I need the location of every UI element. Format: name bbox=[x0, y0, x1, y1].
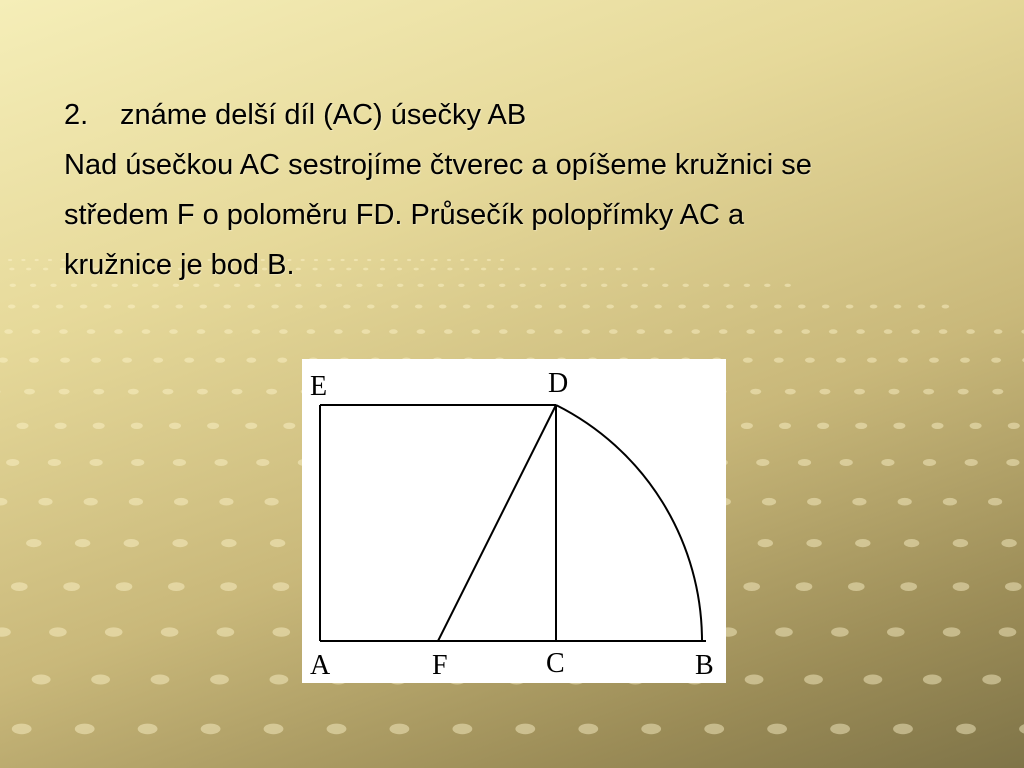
background-dot bbox=[173, 459, 186, 466]
background-dot bbox=[391, 305, 399, 309]
background-dot bbox=[796, 582, 813, 591]
background-dot bbox=[745, 675, 764, 685]
background-dot bbox=[775, 627, 793, 636]
background-dot bbox=[24, 389, 35, 395]
background-dot bbox=[201, 724, 221, 735]
background-dot bbox=[91, 675, 110, 685]
background-dot bbox=[415, 305, 423, 309]
background-dot bbox=[220, 582, 237, 591]
background-dot bbox=[131, 459, 144, 466]
label-d: D bbox=[548, 368, 569, 399]
background-dot bbox=[84, 498, 98, 506]
background-dot bbox=[224, 329, 233, 334]
background-dot bbox=[38, 498, 52, 506]
background-dot bbox=[26, 268, 31, 271]
background-dot bbox=[743, 358, 753, 363]
background-dot bbox=[10, 284, 16, 287]
background-dot bbox=[128, 389, 139, 395]
background-dot bbox=[223, 305, 231, 309]
background-dot bbox=[63, 582, 80, 591]
background-dot bbox=[270, 675, 289, 685]
background-dot bbox=[256, 459, 269, 466]
background-dot bbox=[93, 423, 105, 429]
background-dot bbox=[32, 675, 51, 685]
background-dot bbox=[960, 358, 970, 363]
background-dot bbox=[215, 459, 228, 466]
background-dot bbox=[830, 724, 850, 735]
background-dot bbox=[487, 305, 495, 309]
background-dot bbox=[855, 539, 870, 547]
background-dot bbox=[929, 358, 939, 363]
background-dot bbox=[836, 358, 846, 363]
background-dot bbox=[852, 498, 866, 506]
background-dot bbox=[105, 627, 123, 636]
background-dot bbox=[774, 358, 784, 363]
background-dot bbox=[327, 724, 347, 735]
background-dot bbox=[93, 389, 104, 395]
background-dot bbox=[559, 305, 567, 309]
background-dot bbox=[894, 305, 902, 309]
background-dot bbox=[1008, 423, 1020, 429]
background-dot bbox=[988, 498, 1002, 506]
background-dot bbox=[114, 329, 123, 334]
background-dot bbox=[630, 305, 638, 309]
background-dot bbox=[756, 459, 769, 466]
background-dot bbox=[641, 724, 661, 735]
background-dot bbox=[264, 724, 284, 735]
background-dot bbox=[245, 423, 257, 429]
background-dot bbox=[817, 423, 829, 429]
background-dot bbox=[35, 259, 39, 261]
background-dot bbox=[59, 389, 70, 395]
background-dot bbox=[702, 305, 710, 309]
background-dot bbox=[904, 539, 919, 547]
background-dot bbox=[805, 358, 815, 363]
background-dot bbox=[535, 305, 543, 309]
background-dot bbox=[840, 459, 853, 466]
background-dot bbox=[75, 539, 90, 547]
background-dot bbox=[854, 389, 865, 395]
background-dot bbox=[453, 724, 473, 735]
background-dot bbox=[0, 389, 1, 395]
background-dot bbox=[463, 305, 471, 309]
background-dot bbox=[162, 389, 173, 395]
background-dot bbox=[59, 329, 68, 334]
background-dot bbox=[32, 329, 41, 334]
background-dot bbox=[664, 329, 673, 334]
background-dot bbox=[12, 724, 32, 735]
background-dot bbox=[554, 329, 563, 334]
background-dot bbox=[30, 284, 36, 287]
background-dot bbox=[362, 329, 371, 334]
text-line-4: kružnice je bod B. bbox=[64, 249, 295, 281]
background-dot bbox=[746, 329, 755, 334]
background-dot bbox=[884, 329, 893, 334]
background-dot bbox=[887, 627, 905, 636]
background-dot bbox=[994, 329, 1003, 334]
background-dot bbox=[168, 582, 185, 591]
background-dot bbox=[743, 582, 760, 591]
background-dot bbox=[0, 627, 11, 636]
background-dot bbox=[169, 423, 181, 429]
background-dot bbox=[200, 305, 208, 309]
background-dot bbox=[152, 305, 160, 309]
background-dot bbox=[0, 358, 8, 363]
background-dot bbox=[277, 358, 287, 363]
arc-db bbox=[556, 405, 702, 641]
background-dot bbox=[965, 459, 978, 466]
background-dot bbox=[215, 358, 225, 363]
background-dot bbox=[122, 358, 132, 363]
background-dot bbox=[273, 627, 291, 636]
background-dot bbox=[142, 329, 151, 334]
background-dot bbox=[609, 329, 618, 334]
background-dot bbox=[87, 329, 96, 334]
background-dot bbox=[49, 627, 67, 636]
background-dot bbox=[939, 329, 948, 334]
list-item-text: známe delší díl (AC) úsečky AB bbox=[120, 99, 527, 131]
background-dot bbox=[527, 329, 536, 334]
background-dot bbox=[750, 305, 758, 309]
background-dot bbox=[232, 389, 243, 395]
background-dot bbox=[270, 539, 285, 547]
background-dot bbox=[439, 305, 447, 309]
background-dot bbox=[153, 358, 163, 363]
background-dot bbox=[829, 329, 838, 334]
background-dot bbox=[116, 582, 133, 591]
background-dot bbox=[472, 329, 481, 334]
background-dot bbox=[678, 305, 686, 309]
background-dot bbox=[856, 329, 865, 334]
background-dot bbox=[893, 724, 913, 735]
background-dot bbox=[390, 724, 410, 735]
background-dot bbox=[801, 329, 810, 334]
background-dot bbox=[210, 675, 229, 685]
list-number: 2. bbox=[64, 99, 89, 131]
background-dot bbox=[578, 724, 598, 735]
background-dot bbox=[966, 329, 975, 334]
background-dot bbox=[774, 329, 783, 334]
background-dot bbox=[942, 305, 950, 309]
background-dot bbox=[197, 329, 206, 334]
background-dot bbox=[953, 582, 970, 591]
background-dot bbox=[367, 305, 375, 309]
background-dot bbox=[80, 305, 88, 309]
background-dot bbox=[55, 423, 67, 429]
background-dot bbox=[283, 423, 295, 429]
background-dot bbox=[750, 389, 761, 395]
segment-fd bbox=[438, 405, 556, 641]
background-dot bbox=[11, 582, 28, 591]
background-dot bbox=[172, 539, 187, 547]
background-dot bbox=[334, 329, 343, 334]
background-dot bbox=[511, 305, 519, 309]
background-dot bbox=[898, 358, 908, 363]
background-dot bbox=[343, 305, 351, 309]
background-dot bbox=[846, 305, 854, 309]
background-dot bbox=[444, 329, 453, 334]
background-dot bbox=[271, 305, 279, 309]
background-dot bbox=[779, 423, 791, 429]
background-dot bbox=[1005, 582, 1022, 591]
background-dot bbox=[8, 259, 12, 261]
background-dot bbox=[389, 329, 398, 334]
background-dot bbox=[247, 305, 255, 309]
label-b: B bbox=[695, 650, 714, 681]
label-c: C bbox=[546, 648, 565, 679]
background-dot bbox=[798, 459, 811, 466]
background-dot bbox=[176, 305, 184, 309]
background-dot bbox=[923, 389, 934, 395]
background-dot bbox=[900, 582, 917, 591]
background-dot bbox=[822, 305, 830, 309]
background-dot bbox=[43, 268, 48, 271]
background-dot bbox=[6, 459, 19, 466]
background-dot bbox=[295, 305, 303, 309]
background-dot bbox=[124, 539, 139, 547]
background-dot bbox=[8, 305, 16, 309]
slide-text bbox=[64, 90, 984, 290]
label-a: A bbox=[310, 650, 331, 681]
background-dot bbox=[279, 329, 288, 334]
background-dot bbox=[982, 675, 1001, 685]
background-dot bbox=[266, 389, 277, 395]
background-dot bbox=[654, 305, 662, 309]
background-dot bbox=[90, 459, 103, 466]
background-dot bbox=[767, 724, 787, 735]
background-dot bbox=[762, 498, 776, 506]
background-dot bbox=[889, 389, 900, 395]
background-dot bbox=[169, 329, 178, 334]
background-dot bbox=[48, 459, 61, 466]
background-dot bbox=[864, 675, 883, 685]
background-dot bbox=[515, 724, 535, 735]
background-dot bbox=[56, 305, 64, 309]
background-dot bbox=[999, 627, 1017, 636]
background-dot bbox=[4, 329, 13, 334]
background-dot bbox=[741, 423, 753, 429]
background-dot bbox=[881, 459, 894, 466]
background-dot bbox=[252, 329, 261, 334]
background-dot bbox=[265, 498, 279, 506]
background-dot bbox=[26, 539, 41, 547]
background-dot bbox=[798, 305, 806, 309]
background-dot bbox=[131, 423, 143, 429]
background-dot bbox=[273, 582, 290, 591]
background-dot bbox=[197, 389, 208, 395]
background-dot bbox=[855, 423, 867, 429]
background-dot bbox=[32, 305, 40, 309]
background-dot bbox=[1001, 539, 1016, 547]
background-dot bbox=[867, 358, 877, 363]
background-dot bbox=[918, 305, 926, 309]
background-dot bbox=[319, 305, 327, 309]
background-dot bbox=[726, 305, 734, 309]
background-dot bbox=[161, 627, 179, 636]
background-dot bbox=[104, 305, 112, 309]
background-dot bbox=[9, 268, 14, 271]
background-dot bbox=[898, 498, 912, 506]
background-dot bbox=[17, 423, 29, 429]
background-dot bbox=[582, 329, 591, 334]
text-line-3: středem F o poloměru FD. Průsečík polopřímky AC a bbox=[64, 199, 745, 231]
background-dot bbox=[758, 539, 773, 547]
label-e: E bbox=[310, 371, 328, 402]
geometry-figure bbox=[302, 359, 726, 683]
background-dot bbox=[307, 329, 316, 334]
background-dot bbox=[848, 582, 865, 591]
background-dot bbox=[174, 498, 188, 506]
background-dot bbox=[606, 305, 614, 309]
background-dot bbox=[1006, 459, 1019, 466]
background-dot bbox=[785, 389, 796, 395]
background-dot bbox=[991, 358, 1001, 363]
background-dot bbox=[893, 423, 905, 429]
background-dot bbox=[807, 498, 821, 506]
background-dot bbox=[499, 329, 508, 334]
background-dot bbox=[992, 389, 1003, 395]
background-dot bbox=[207, 423, 219, 429]
background-dot bbox=[870, 305, 878, 309]
background-dot bbox=[91, 358, 101, 363]
background-dot bbox=[774, 305, 782, 309]
background-dot bbox=[719, 329, 728, 334]
background-dot bbox=[129, 498, 143, 506]
background-dot bbox=[21, 259, 25, 261]
background-dot bbox=[943, 627, 961, 636]
label-f: F bbox=[432, 650, 448, 681]
background-dot bbox=[704, 724, 724, 735]
background-dot bbox=[819, 389, 830, 395]
background-dot bbox=[0, 498, 7, 506]
background-dot bbox=[804, 675, 823, 685]
background-dot bbox=[151, 675, 170, 685]
background-dot bbox=[970, 423, 982, 429]
background-dot bbox=[637, 329, 646, 334]
background-dot bbox=[806, 539, 821, 547]
background-dot bbox=[75, 724, 95, 735]
background-dot bbox=[217, 627, 235, 636]
text-line-2: Nad úsečkou AC sestrojíme čtverec a opíšeme kružnici se bbox=[64, 149, 812, 181]
background-dot bbox=[932, 423, 944, 429]
background-dot bbox=[60, 358, 70, 363]
text-line-1 bbox=[64, 90, 984, 140]
background-dot bbox=[923, 675, 942, 685]
background-dot bbox=[219, 498, 233, 506]
background-dot bbox=[583, 305, 591, 309]
background-dot bbox=[953, 539, 968, 547]
background-dot bbox=[128, 305, 136, 309]
background-dot bbox=[29, 358, 39, 363]
background-dot bbox=[221, 539, 236, 547]
background-dot bbox=[956, 724, 976, 735]
background-dot bbox=[417, 329, 426, 334]
background-dot bbox=[246, 358, 256, 363]
background-dot bbox=[923, 459, 936, 466]
background-dot bbox=[1019, 724, 1024, 735]
background-dot bbox=[48, 259, 52, 261]
background-dot bbox=[831, 627, 849, 636]
background-dot bbox=[958, 389, 969, 395]
background-dot bbox=[691, 329, 700, 334]
background-dot bbox=[184, 358, 194, 363]
background-dot bbox=[911, 329, 920, 334]
background-dot bbox=[138, 724, 158, 735]
background-dot bbox=[50, 284, 56, 287]
background-dot bbox=[943, 498, 957, 506]
